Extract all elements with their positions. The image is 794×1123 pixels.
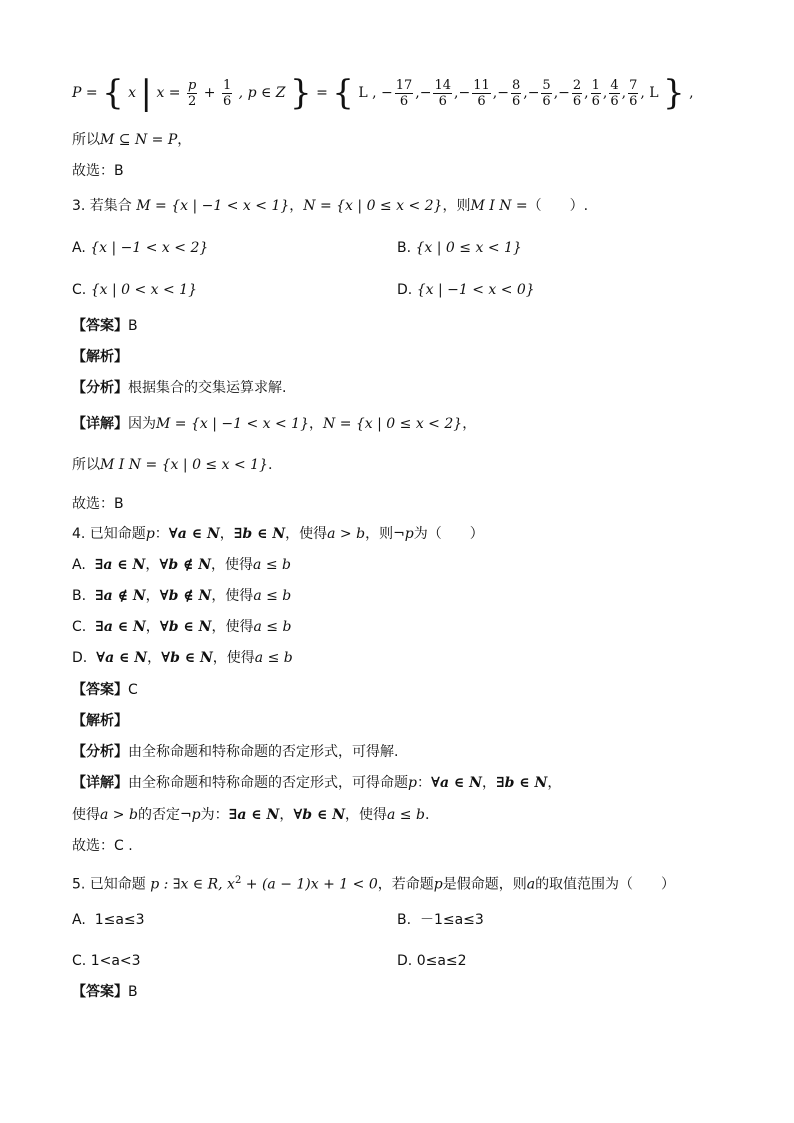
fraction <box>511 78 521 109</box>
answer: 【答案】C <box>72 682 138 698</box>
option-a: A. ∃a ∈ N，∀b ∉ N，使得a ≤ b <box>72 557 291 573</box>
comma: , <box>621 85 627 101</box>
option-c: C. 1<a<3 <box>72 953 141 969</box>
set-p-element <box>558 77 589 109</box>
minus-sign: − <box>497 85 509 101</box>
numerator: 17 <box>395 77 413 93</box>
set-p-element <box>458 77 498 109</box>
fraction <box>591 78 601 109</box>
fraction: $\frac{1}{6}$ <box>222 77 232 109</box>
choice-line: 故选：B <box>72 496 124 512</box>
detail-text: 使得a > b的否定¬p为：∃a ∈ N，∀b ∈ N，使得a ≤ b. <box>72 807 430 823</box>
denominator: 6 <box>399 93 409 109</box>
minus-sign: − <box>381 85 393 101</box>
denominator: 6 <box>591 93 600 109</box>
minus-sign: − <box>458 85 471 101</box>
set-p-element <box>626 77 645 109</box>
numerator: 1 <box>591 77 600 93</box>
fraction <box>395 78 414 109</box>
numerator: 4 <box>610 77 619 93</box>
minus-sign: − <box>527 85 540 101</box>
text-line: 故选：B <box>72 163 124 179</box>
option-c: C. ∃a ∈ N，∀b ∈ N，使得a ≤ b <box>72 619 292 635</box>
comma: , <box>584 85 589 101</box>
analysis-text: 【分析】根据集合的交集运算求解. <box>72 380 287 396</box>
analysis-heading: 【解析】 <box>72 713 128 729</box>
denominator: 6 <box>610 93 619 109</box>
set-p-lhs: P = <box>72 85 98 101</box>
set-p-element <box>497 77 528 109</box>
choice-line: 故选：C . <box>72 838 133 854</box>
detail-text: 所以M I N = {x | 0 ≤ x < 1}. <box>72 457 273 473</box>
detail-text: 【详解】由全称命题和特称命题的否定形式，可得命题p：∀a ∈ N，∃b ∈ N， <box>72 775 562 791</box>
option-c: C. {x | 0 < x < 1} <box>72 282 197 298</box>
option-d: D. {x | −1 < x < 0} <box>397 282 535 298</box>
question-4: 4. 已知命题p：∀a ∈ N，∃b ∈ N，使得a > b，则¬p为（ ） <box>72 526 484 542</box>
set-p-element <box>419 77 459 109</box>
fraction <box>609 78 619 109</box>
comma: , <box>553 85 559 101</box>
option-a: A. {x | −1 < x < 2} <box>72 240 209 256</box>
answer: 【答案】B <box>72 318 138 334</box>
detail-text: 【详解】因为M = {x | −1 < x < 1}，N = {x | 0 ≤ x < 2}， <box>72 416 477 432</box>
analysis-heading: 【解析】 <box>72 349 128 365</box>
option-b: B. －1≤a≤3 <box>397 912 484 928</box>
minus-sign: − <box>558 85 570 101</box>
fraction <box>541 78 551 109</box>
option-d: D. ∀a ∈ N，∀b ∈ N，使得a ≤ b <box>72 650 293 666</box>
set-p-element <box>527 77 559 109</box>
option-b: B. {x | 0 ≤ x < 1} <box>397 240 522 256</box>
comma: , <box>523 85 528 101</box>
numerator: 14 <box>434 77 452 93</box>
question-3: 3. 若集合 M = {x | −1 < x < 1}，N = {x | 0 ≤ x < 2}，则M I N =（ ）. <box>72 198 589 214</box>
numerator: 2 <box>572 77 582 93</box>
denominator: 6 <box>542 93 551 109</box>
fraction <box>572 78 582 109</box>
option-a: A. 1≤a≤3 <box>72 912 145 928</box>
minus-sign: − <box>419 85 432 101</box>
denominator: 6 <box>477 93 486 109</box>
numerator: 7 <box>629 77 638 93</box>
denominator: 6 <box>629 93 638 109</box>
numerator: 5 <box>542 77 551 93</box>
numerator: 8 <box>511 77 521 93</box>
option-d: D. 0≤a≤2 <box>397 953 467 969</box>
set-p-formula: P = { x | x = $\frac{p}{2}$ + $\frac{1}{6}$ , p ∈ Z } = { L , − $\frac{17}{6}$ ,− $\frac{14}{6}$ ,− $\frac{11}{6}$ ,− $\frac{8}{6}$ ,− $\frac{5}{6}$ ,− $\frac{2}{6}$ , $\frac{1}{6}$ , $\frac{4}{6}$ , $\frac{7}{6}$ , L } , <box>72 73 694 113</box>
comma: , <box>602 85 608 101</box>
set-p-element <box>381 77 420 109</box>
numerator: 11 <box>473 77 490 93</box>
set-p-element <box>607 77 627 109</box>
comma: , <box>415 85 420 101</box>
option-b: B. ∃a ∉ N，∀b ∉ N，使得a ≤ b <box>72 588 292 604</box>
analysis-text: 【分析】由全称命题和特称命题的否定形式，可得解. <box>72 744 399 760</box>
denominator: 6 <box>572 93 582 109</box>
fraction <box>628 78 638 109</box>
denominator: 6 <box>438 93 447 109</box>
question-5: 5. 已知命题 p : ∃x ∈ R, $x^2 + (a - 1)x + 1 < 0$，若命题p是假命题，则a的取值范围为（ ） <box>72 875 676 893</box>
set-p-elements <box>381 77 645 109</box>
denominator: 6 <box>511 93 521 109</box>
text-line: 所以M ⊆ N = P， <box>72 132 192 148</box>
fraction: $\frac{p}{2}$ <box>187 77 197 109</box>
fraction <box>433 78 452 109</box>
comma: , <box>492 85 498 101</box>
comma: , <box>640 85 645 101</box>
set-p-element <box>589 77 608 109</box>
answer: 【答案】B <box>72 984 138 1000</box>
comma: , <box>454 85 459 101</box>
fraction <box>472 78 491 109</box>
